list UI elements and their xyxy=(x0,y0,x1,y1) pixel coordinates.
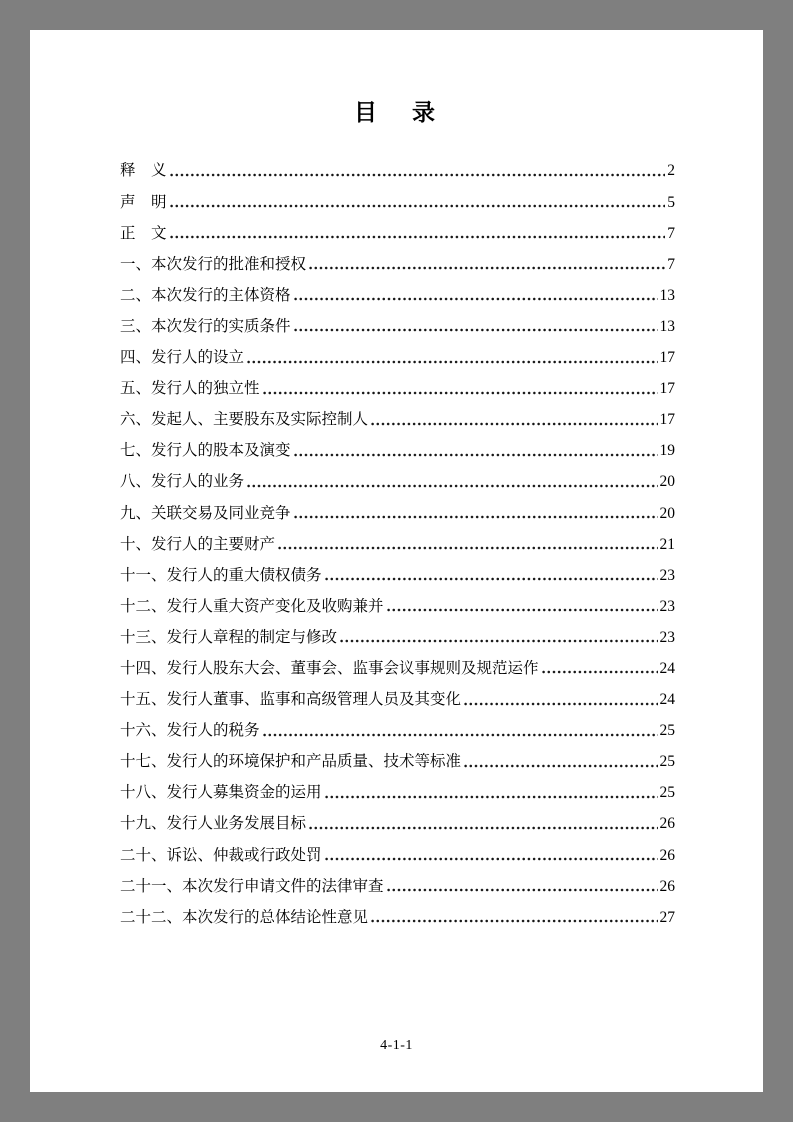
toc-leader-dots xyxy=(340,639,657,643)
toc-entry-page: 20 xyxy=(659,473,675,491)
toc-entry-page: 25 xyxy=(659,784,675,802)
toc-entry xyxy=(120,310,675,341)
toc-leader-dots xyxy=(325,577,658,581)
toc-entry-page: 25 xyxy=(659,753,675,771)
toc-entry-page: 26 xyxy=(659,846,675,864)
toc-leader-dots xyxy=(170,204,666,208)
toc-entry-page: 24 xyxy=(659,691,675,709)
page-number: 4-1-1 xyxy=(380,1038,413,1053)
toc-entry-label: 九、关联交易及同业竞争 xyxy=(120,504,291,522)
toc-entry-label: 十五、发行人董事、监事和高级管理人员及其变化 xyxy=(120,691,462,709)
toc-leader-dots xyxy=(170,235,666,239)
toc-leader-dots xyxy=(309,266,665,270)
toc-entry xyxy=(120,373,675,404)
toc-entry-page: 7 xyxy=(667,224,675,242)
toc-entry-label: 二、本次发行的主体资格 xyxy=(120,286,291,304)
toc-entry-page: 26 xyxy=(659,877,675,895)
toc-entry-label: 二十一、本次发行申请文件的法律审查 xyxy=(120,877,384,895)
toc-leader-dots xyxy=(278,546,657,550)
toc-leader-dots xyxy=(325,857,658,861)
toc-entry xyxy=(120,248,675,279)
toc-entry xyxy=(120,186,675,217)
toc-leader-dots xyxy=(263,391,658,395)
toc-entry-page: 23 xyxy=(659,597,675,615)
toc-leader-dots xyxy=(247,360,657,364)
toc-entry-page: 7 xyxy=(667,255,675,273)
toc-entry-label: 十一、发行人的重大债权债务 xyxy=(120,566,322,584)
toc-leader-dots xyxy=(387,608,658,612)
toc-entry xyxy=(120,155,675,186)
toc-entry-label: 二十二、本次发行的总体结论性意见 xyxy=(120,908,369,926)
toc-entry xyxy=(120,901,675,932)
toc-entry-page: 13 xyxy=(659,286,675,304)
toc-entry xyxy=(120,559,675,590)
toc-entry-page: 5 xyxy=(667,193,675,211)
toc-entry-label: 五、发行人的独立性 xyxy=(120,380,260,398)
toc-leader-dots xyxy=(294,515,658,519)
toc-entry-label: 十七、发行人的环境保护和产品质量、技术等标准 xyxy=(120,753,462,771)
toc-entry xyxy=(120,839,675,870)
toc-entry-page: 17 xyxy=(659,411,675,429)
toc-entry-page: 26 xyxy=(659,815,675,833)
toc-entry xyxy=(120,621,675,652)
toc-entry-page: 17 xyxy=(659,349,675,367)
toc-entry xyxy=(120,279,675,310)
toc-leader-dots xyxy=(371,919,657,923)
toc-entry-label: 一、本次发行的批准和授权 xyxy=(120,255,307,273)
toc-leader-dots xyxy=(294,297,658,301)
toc-leader-dots xyxy=(170,173,666,177)
toc-entry xyxy=(120,466,675,497)
toc-entry xyxy=(120,341,675,372)
document-page xyxy=(30,30,763,1092)
toc-leader-dots xyxy=(294,453,658,457)
toc-leader-dots xyxy=(294,328,658,332)
toc-entry-label: 三、本次发行的实质条件 xyxy=(120,317,291,335)
toc-entry-label: 释 义 xyxy=(120,162,167,180)
toc-entry-label: 十九、发行人业务发展目标 xyxy=(120,815,307,833)
toc-leader-dots xyxy=(309,826,657,830)
toc-entry-page: 25 xyxy=(659,722,675,740)
toc-leader-dots xyxy=(464,764,657,768)
toc-entry xyxy=(120,497,675,528)
toc-leader-dots xyxy=(263,733,658,737)
toc-entry-label: 十二、发行人重大资产变化及收购兼并 xyxy=(120,597,384,615)
toc-leader-dots xyxy=(325,795,658,799)
page-title: 目 录 xyxy=(354,100,441,125)
toc-entry xyxy=(120,590,675,621)
toc-leader-dots xyxy=(387,888,658,892)
toc-entry xyxy=(120,528,675,559)
toc-entry-page: 24 xyxy=(659,659,675,677)
toc-entry-label: 十六、发行人的税务 xyxy=(120,722,260,740)
toc-entry xyxy=(120,404,675,435)
toc-entry xyxy=(120,652,675,683)
toc-entry-label: 十、发行人的主要财产 xyxy=(120,535,276,553)
toc-entry-label: 十八、发行人募集资金的运用 xyxy=(120,784,322,802)
toc-leader-dots xyxy=(464,702,657,706)
toc-leader-dots xyxy=(247,484,657,488)
toc-entry-page: 21 xyxy=(659,535,675,553)
toc-entry-page: 23 xyxy=(659,628,675,646)
toc-entry-label: 六、发起人、主要股东及实际控制人 xyxy=(120,411,369,429)
toc-entry-page: 19 xyxy=(659,442,675,460)
toc-entry-label: 正 文 xyxy=(120,224,167,242)
toc-entry xyxy=(120,777,675,808)
toc-entry-label: 八、发行人的业务 xyxy=(120,473,245,491)
toc-entry-label: 七、发行人的股本及演变 xyxy=(120,442,291,460)
toc-entry-label: 二十、诉讼、仲裁或行政处罚 xyxy=(120,846,322,864)
toc-entry-label: 十四、发行人股东大会、董事会、监事会议事规则及规范运作 xyxy=(120,659,539,677)
toc-entry-page: 17 xyxy=(659,380,675,398)
toc-entry xyxy=(120,715,675,746)
toc-entry xyxy=(120,870,675,901)
toc-entry-label: 声 明 xyxy=(120,193,167,211)
toc-entry xyxy=(120,808,675,839)
toc-entry-page: 27 xyxy=(659,908,675,926)
toc-entry-page: 2 xyxy=(667,162,675,180)
toc-leader-dots xyxy=(542,670,658,674)
toc-entry-page: 20 xyxy=(659,504,675,522)
toc-leader-dots xyxy=(371,422,657,426)
toc-entry xyxy=(120,746,675,777)
toc-entry xyxy=(120,217,675,248)
toc-entry-label: 四、发行人的设立 xyxy=(120,349,245,367)
toc-entry xyxy=(120,435,675,466)
toc-entry-page: 23 xyxy=(659,566,675,584)
table-of-contents xyxy=(120,155,675,932)
toc-entry-label: 十三、发行人章程的制定与修改 xyxy=(120,628,338,646)
toc-entry-page: 13 xyxy=(659,317,675,335)
toc-entry xyxy=(120,683,675,714)
